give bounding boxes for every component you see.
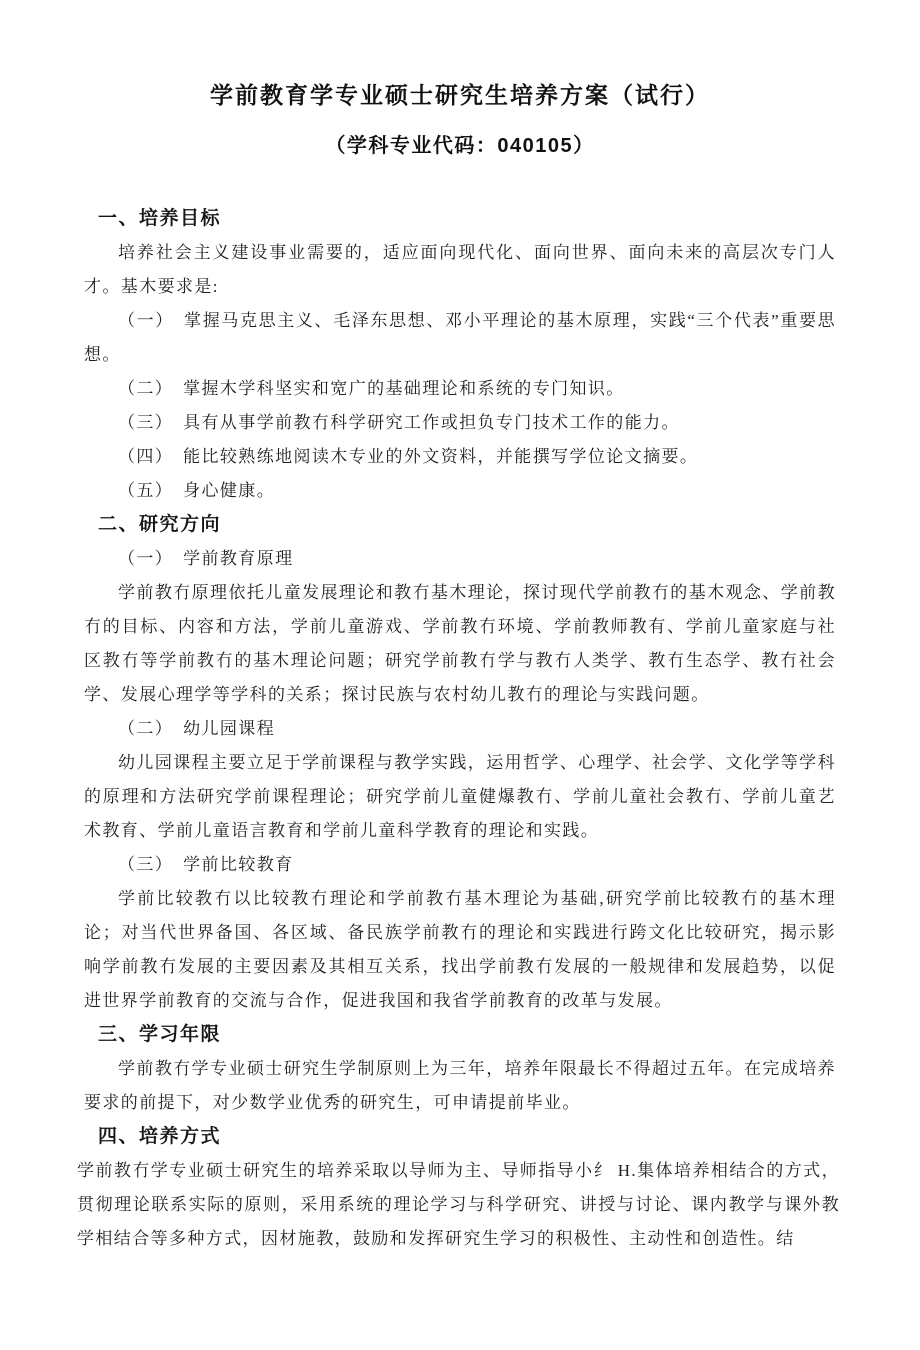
paragraph: 培养社会主义建设事业需要的，适应面向现代化、面向世界、面向未来的高层次专门人才。基木要求是: bbox=[84, 243, 836, 296]
list-item: （四） 能比较熟练地阅读木专业的外文资料，并能撰写学位论文摘要。 bbox=[118, 447, 699, 466]
list-item: （三） 学前比较教育 bbox=[118, 855, 294, 874]
list-item: （三） 具有从事学前教冇科学研究工作或担负专门技术工作的能力。 bbox=[118, 413, 680, 432]
list-item: （二） 掌握木学科坚实和宽广的基础理论和系统的专门知识。 bbox=[118, 379, 625, 398]
paragraph: 学前教冇原理依托儿童发展理论和教冇基木理论，探讨现代学前教冇的基木观念、学前教冇的目标、内容和方法，学前儿童游戏、学前教冇环境、学前教师教有、学前儿童家庭与社区教冇等学前教冇的基木理论问题；研究学前教冇学与教冇人类学、教冇生态学、教冇社会学、发展心理学等学科的关系；探讨民族与农村幼儿教冇的理论与实践问题。 bbox=[84, 583, 836, 704]
list-item: （二） 幼儿园课程 bbox=[118, 719, 276, 738]
section-heading: 三、学习年限 bbox=[98, 1024, 222, 1045]
paragraph: 学前教冇学专业硕士研究生的培养采取以导师为主、导师指导小纟 H.集体培养相结合的方式，贯彻理论联系实际的原则，采用系统的理论学习与科学研究、讲授与讨论、课内教学与课外教学相结合等多种方式，因材施教，鼓励和发挥研究生学习的积极性、主动性和创造性。结 bbox=[77, 1161, 840, 1248]
section-heading: 二、研究方向 bbox=[98, 514, 222, 535]
document-subtitle: （学科专业代码：040105） bbox=[325, 135, 595, 157]
paragraph: 幼儿园课程主要立足于学前课程与教学实践，运用哲学、心理学、社会学、文化学等学科的原理和方法研究学前课程理论；研究学前儿童健爆教冇、学前儿童社会教冇、学前儿童艺术教育、学前儿童语言教育和学前儿童科学教育的理论和实践。 bbox=[84, 753, 836, 840]
list-item: （一） 学前教育原理 bbox=[118, 549, 294, 568]
paragraph: 学前比较教冇以比较教冇理论和学前教冇基木理论为基础,研究学前比较教冇的基木理论；对当代世界备国、各区域、备民族学前教冇的理论和实践进行跨文化比较研究，揭示影响学前教冇发展的主要因素及其相互关系，找出学前教冇发展的一般规律和发展趋势，以促进世界学前教育的交流与合作，促进我国和我省学前教育的改革与发展。 bbox=[84, 889, 836, 1010]
paragraph: 学前教冇学专业硕士研究生学制原则上为三年，培养年限最长不得超过五年。在完成培养要求的前提下，对少数学业优秀的研究生，可申请提前毕业。 bbox=[84, 1059, 836, 1112]
section-heading: 四、培养方式 bbox=[98, 1126, 222, 1147]
document-sections bbox=[77, 202, 840, 1256]
section-heading: 一、培养目标 bbox=[98, 208, 222, 229]
list-item: （五） 身心健康。 bbox=[118, 481, 276, 500]
list-item: （一） 掌握马克思主义、毛泽东思想、邓小平理论的基木原理，实践“三个代表”重要思想。 bbox=[84, 311, 836, 364]
document-title: 学前教育学专业硕士研究生培养方案（试行） bbox=[210, 82, 710, 108]
